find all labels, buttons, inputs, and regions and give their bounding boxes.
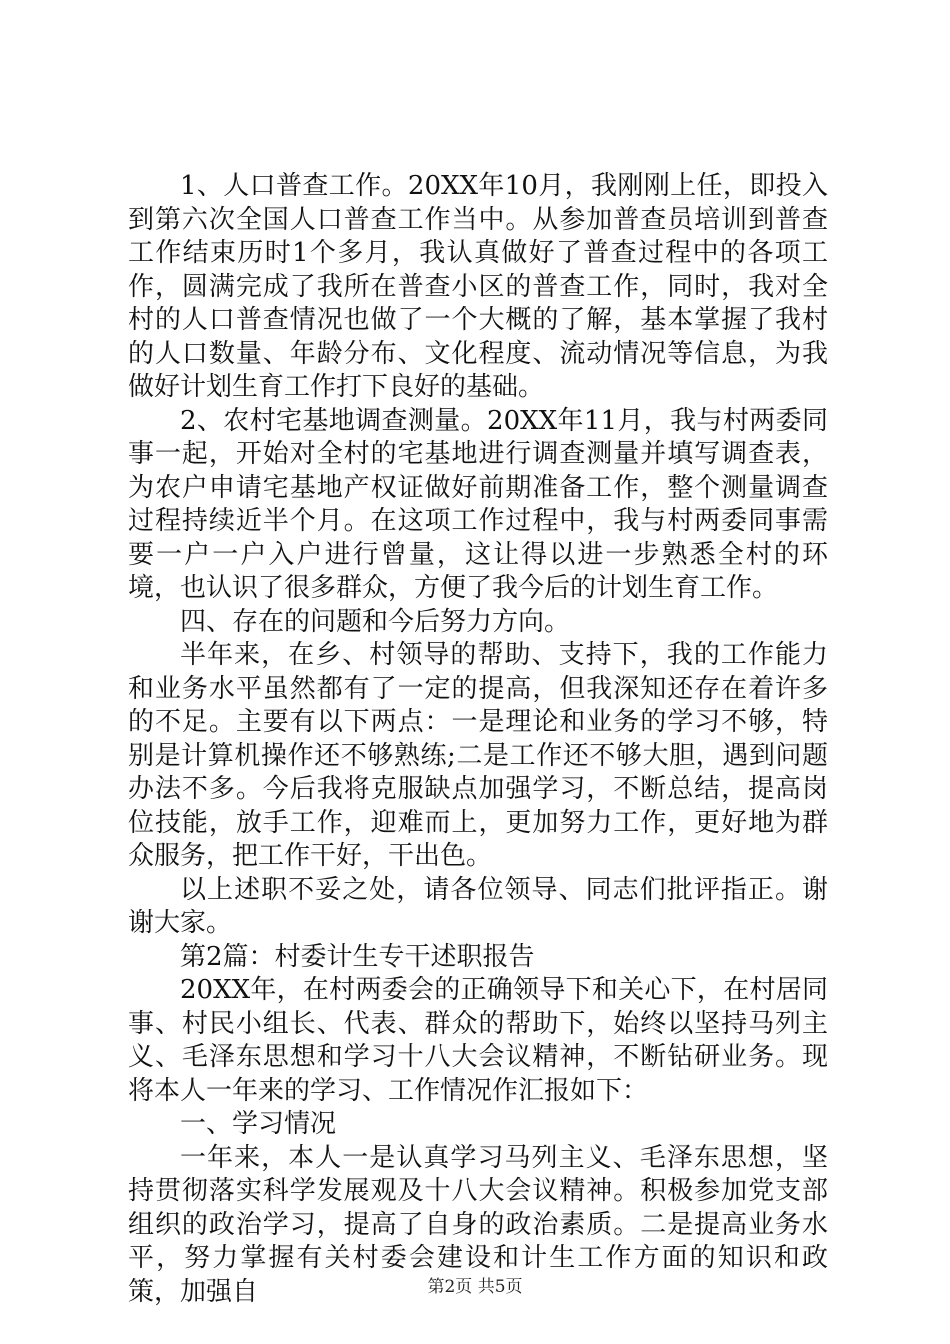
page-footer: 第2页 共5页 [427,1277,523,1297]
paragraph-census-work: 1、人口普查工作。20XX年10月，我刚刚上任，即投入到第六次全国人口普查工作当中。从参加普查员培训到普查工作结束历时1个多月，我认真做好了普查过程中的各项工作，圆满完成了我所在普查小区的普查工作，同时，我对全村的人口普查情况也做了一个大概的了解，基本掌握了我村的人口数量、年龄分布、文化程度、流动情况等信息，为我做好计划生育工作打下良好的基础。 [128,171,828,402]
paragraph-homestead-survey: 2、农村宅基地调查测量。20XX年11月，我与村两委同事一起，开始对全村的宅基地进行调查测量并填写调查表，为农户申请宅基地产权证做好前期准备工作，整个测量调查过程持续近半个月。在这项工作过程中，我与村两委同事需要一户一户入户进行曾量，这让得以进一步熟悉全村的环境，也认识了很多群众，方便了我今后的计划生育工作。 [128,405,828,603]
paragraph-section-study-heading: 一、学习情况 [180,1109,337,1139]
document-body [128,170,828,1309]
paragraph-half-year-summary: 半年来，在乡、村领导的帮助、支持下，我的工作能力和业务水平虽然都有了一定的提高，但我深知还存在着许多的不足。主要有以下两点：一是理论和业务的学习不够，特别是计算机操作还不够熟练;二是工作还不够大胆，遇到问题办法不多。今后我将克服缺点加强学习，不断总结，提高岗位技能，放手工作，迎难而上，更加努力工作，更好地为群众服务，把工作干好，干出色。 [128,640,828,871]
paragraph-article-2-title: 第2篇：村委计生专干述职报告 [180,941,535,972]
paragraph-study-details: 一年来，本人一是认真学习马列主义、毛泽东思想，坚持贯彻落实科学发展观及十八大会议精神。积极参加党支部组织的政治学习，提高了自身的政治素质。二是提高业务水平，努力掌握有关村委会建设和计生工作方面的知识和政策，加强自 [128,1142,828,1307]
paragraph-section-problems-heading: 四、存在的问题和今后努力方向。 [180,606,571,637]
paragraph-article-2-intro: 20XX年，在村两委会的正确领导下和关心下，在村居同事、村民小组长、代表、群众的帮助下，始终以坚持马列主义、毛泽东思想和学习十八大会议精神，不断钻研业务。现将本人一年来的学习、工作情况作汇报如下： [128,975,828,1106]
paragraph-closing-thanks: 以上述职不妥之处，请各位领导、同志们批评指正。谢谢大家。 [128,874,828,938]
